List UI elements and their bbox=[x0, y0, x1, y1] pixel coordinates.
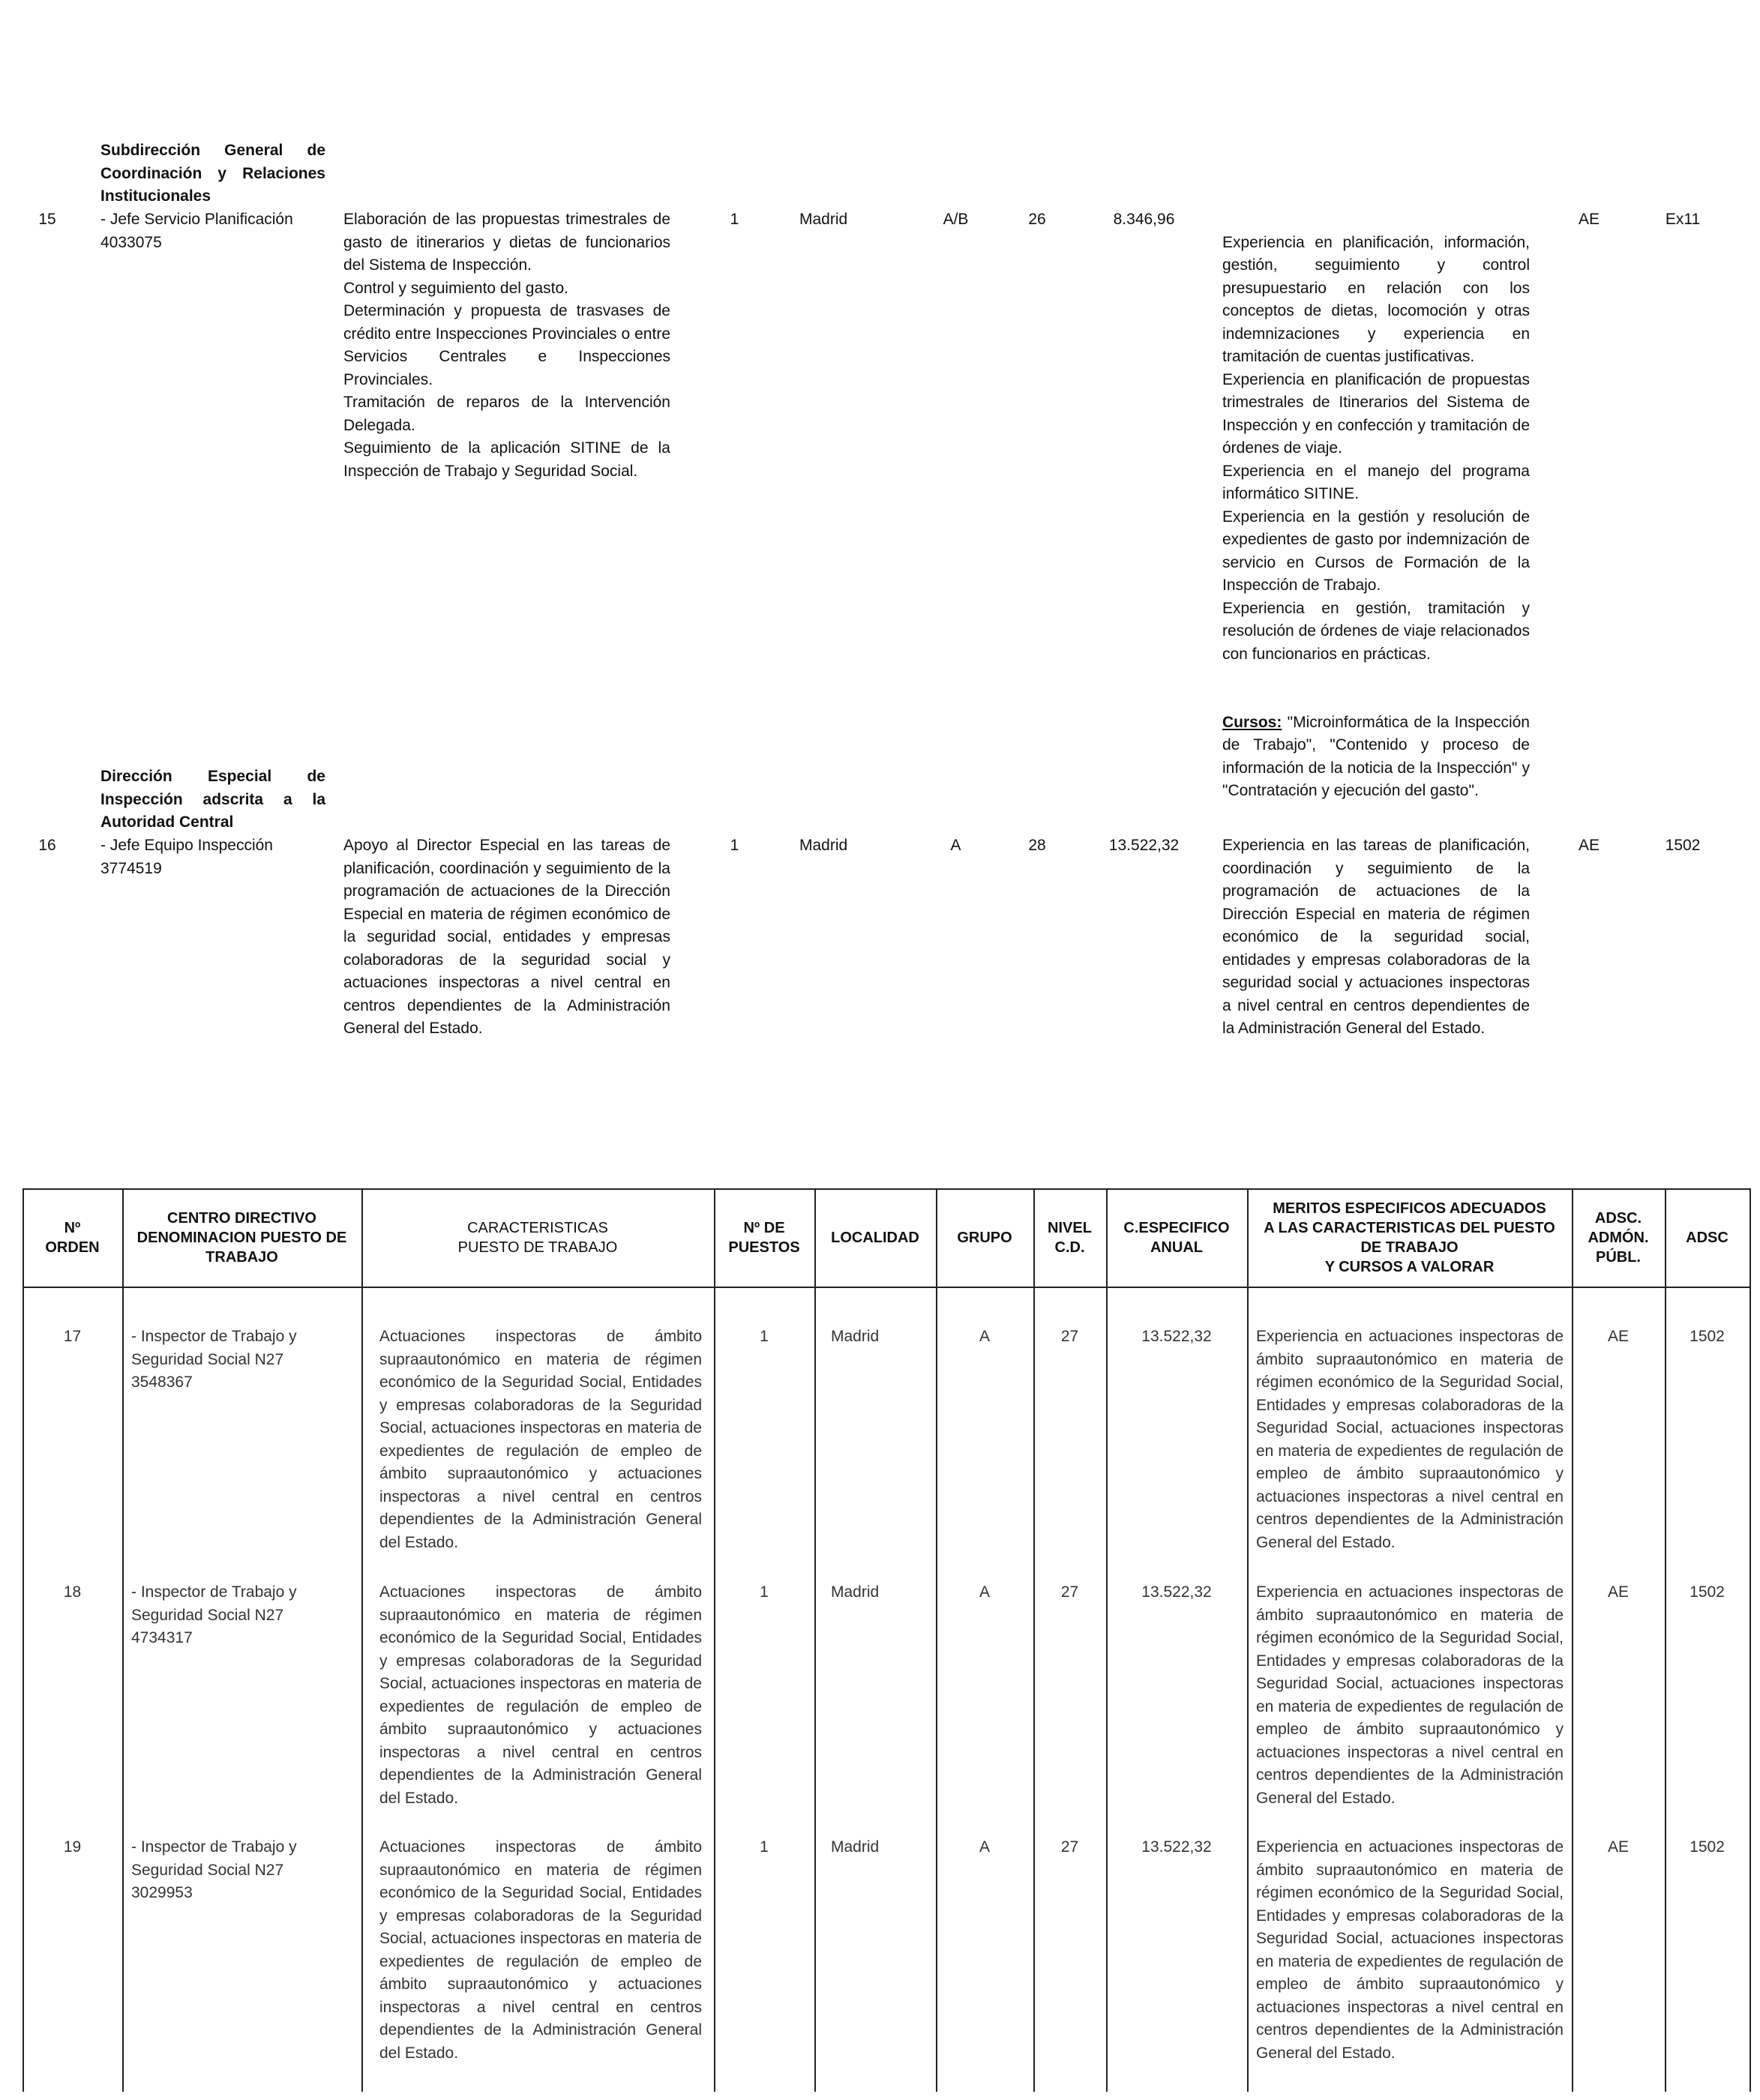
header-localidad: LOCALIDAD bbox=[831, 1229, 919, 1246]
row-adsc: 1502 bbox=[1690, 1328, 1725, 1345]
header-meritos: MERITOS ESPECIFICOS ADECUADOS A LAS CARACTERISTICAS DEL PUESTO DE TRABAJO Y CURSOS A VALORAR bbox=[1264, 1200, 1555, 1275]
row-especifico: 13.522,32 bbox=[1108, 837, 1180, 854]
row-caracteristicas: Actuaciones inspectoras de ámbito supraautonómico en materia de régimen económico de la Seguridad Social, Entidades y empresas colaboradoras de la Seguridad Social, actuaciones inspectoras en materia de expedientes de regulación de empleo de ámbito supraautonómico y actuaciones inspectoras a nivel central en centros dependientes de la Administración General del Estado. bbox=[379, 1328, 702, 1551]
row-orden: 18 bbox=[63, 1583, 82, 1601]
header-centro: CENTRO DIRECTIVO DENOMINACION PUESTO DE TRABAJO bbox=[136, 1209, 347, 1266]
header-especifico: C.ESPECIFICO ANUAL bbox=[1123, 1219, 1230, 1256]
row-orden: 19 bbox=[63, 1838, 82, 1856]
row-puesto: - Inspector de Trabajo y Seguridad Social N27 4734317 bbox=[131, 1583, 297, 1646]
row-grupo: A/B bbox=[943, 211, 969, 228]
cursos-label: Cursos: bbox=[1222, 713, 1282, 731]
row-grupo: A bbox=[979, 1583, 990, 1601]
cursos-text: "Microinformática de la Inspección de Trabajo", "Contenido y proceso de información de la noticia de la Inspección" y "Contratación y ejecución del gasto". bbox=[1222, 713, 1530, 799]
header-nivel: NIVEL C.D. bbox=[1048, 1219, 1092, 1256]
row-puesto: - Inspector de Trabajo y Seguridad Social N27 3548367 bbox=[131, 1328, 297, 1391]
row-puestos: 1 bbox=[760, 1838, 769, 1856]
row-nivel: 26 bbox=[1028, 211, 1046, 228]
row-adsc-admon: AE bbox=[1607, 1328, 1629, 1345]
row-nivel: 27 bbox=[1060, 1838, 1079, 1856]
row-localidad: Madrid bbox=[831, 1583, 880, 1601]
row-orden: 17 bbox=[63, 1328, 82, 1345]
row-meritos: Experiencia en actuaciones inspectoras de ámbito supraautonómico en materia de régimen económico de la Seguridad Social, Entidades y empresas colaboradoras de la Seguridad Social, actuaciones inspectoras en materia de expedientes de regulación de empleo de ámbito supraautonómico y actuaciones inspectoras a nivel central en centros dependientes de la Administración General del Estado. bbox=[1256, 1583, 1564, 1807]
row-nivel: 27 bbox=[1060, 1328, 1079, 1345]
row-localidad: Madrid bbox=[831, 1838, 880, 1856]
row-adsc-admon: AE bbox=[1607, 1583, 1629, 1601]
table-page-2 bbox=[22, 1188, 1751, 2092]
header-orden: Nº ORDEN bbox=[45, 1219, 100, 1256]
row-adsc-admon: AE bbox=[1578, 211, 1600, 228]
row-grupo: A bbox=[979, 1328, 990, 1345]
row-puestos: 1 bbox=[730, 837, 739, 854]
row-localidad: Madrid bbox=[799, 837, 848, 854]
cursos-paragraph bbox=[1222, 711, 1530, 803]
row-puestos: 1 bbox=[760, 1328, 769, 1345]
meritos-text: Experiencia en planificación, información, gestión, seguimiento y control presupuestario en relación con los conceptos de dietas, locomoción y otras indemnizaciones y experiencia en tramitación de cuentas justificativas. Experiencia en planificación de propuestas trimestrales de Itinerarios del Sistema de Inspección y en confección y tramitación de órdenes de viaje. Experiencia en el manejo del programa informático SITINE. Experiencia en la gestión y resolución de expedientes de gasto por indemnización de servicio en Cursos de Formación de la Inspección de Trabajo. Experiencia en gestión, tramitación y resolución de órdenes de viaje relacionados con funcionarios en prácticas. bbox=[1222, 233, 1530, 663]
section-title: Subdirección General de Coordinación y Relaciones Institucionales bbox=[100, 142, 325, 205]
row-meritos bbox=[1222, 208, 1530, 825]
row-caracteristicas: Apoyo al Director Especial en las tareas de planificación, coordinación y seguimiento de la programación de actuaciones de la Dirección Especial en materia de régimen económico de la seguridad social, entidades y empresas colaboradoras de la seguridad social y actuaciones inspectoras a nivel central en centros dependientes de la Administración General del Estado. bbox=[343, 837, 670, 1037]
row-puesto: - Jefe Servicio Planificación 4033075 bbox=[100, 211, 293, 251]
row-adsc: Ex11 bbox=[1665, 211, 1701, 228]
row-especifico: 13.522,32 bbox=[1141, 1328, 1212, 1345]
row-especifico: 13.522,32 bbox=[1141, 1838, 1212, 1856]
header-puestos: Nº DE PUESTOS bbox=[728, 1219, 800, 1256]
row-adsc-admon: AE bbox=[1578, 837, 1600, 854]
header-caracteristicas: CARACTERISTICAS PUESTO DE TRABAJO bbox=[457, 1219, 618, 1256]
row-nivel: 27 bbox=[1060, 1583, 1079, 1601]
header-adsc: ADSC bbox=[1686, 1229, 1729, 1246]
row-puesto: - Inspector de Trabajo y Seguridad Social N27 3029953 bbox=[131, 1838, 297, 1901]
section-title: Dirección Especial de Inspección adscrita a la Autoridad Central bbox=[100, 768, 325, 831]
row-especifico: 13.522,32 bbox=[1141, 1583, 1212, 1601]
header-adsc-admon: ADSC. ADMÓN. PÚBL. bbox=[1588, 1209, 1649, 1266]
row-puesto: - Jefe Equipo Inspección 3774519 bbox=[100, 837, 273, 877]
row-adsc: 1502 bbox=[1690, 1838, 1725, 1856]
row-caracteristicas: Actuaciones inspectoras de ámbito supraautonómico en materia de régimen económico de la Seguridad Social, Entidades y empresas colaboradoras de la Seguridad Social, actuaciones inspectoras en materia de expedientes de regulación de empleo de ámbito supraautonómico y actuaciones inspectoras a nivel central en centros dependientes de la Administración General del Estado. bbox=[379, 1583, 702, 1807]
row-puestos: 1 bbox=[730, 211, 739, 228]
row-meritos: Experiencia en actuaciones inspectoras de ámbito supraautonómico en materia de régimen económico de la Seguridad Social, Entidades y empresas colaboradoras de la Seguridad Social, actuaciones inspectoras en materia de expedientes de regulación de empleo de ámbito supraautonómico y actuaciones inspectoras a nivel central en centros dependientes de la Administración General del Estado. bbox=[1256, 1328, 1564, 1551]
row-meritos: Experiencia en actuaciones inspectoras de ámbito supraautonómico en materia de régimen económico de la Seguridad Social, Entidades y empresas colaboradoras de la Seguridad Social, actuaciones inspectoras en materia de expedientes de regulación de empleo de ámbito supraautonómico y actuaciones inspectoras a nivel central en centros dependientes de la Administración General del Estado. bbox=[1256, 1838, 1564, 2062]
row-grupo: A bbox=[979, 1838, 990, 1856]
row-especifico: 8.346,96 bbox=[1113, 211, 1175, 228]
row-nivel: 28 bbox=[1028, 837, 1046, 854]
row-caracteristicas: Elaboración de las propuestas trimestrales de gasto de itinerarios y dietas de funcionarios del Sistema de Inspección. Control y seguimiento del gasto. Determinación y propuesta de trasvases de crédito entre Inspecciones Provinciales o entre Servicios Centrales e Inspecciones Provinciales. Tramitación de reparos de la Intervención Delegada. Seguimiento de la aplicación SITINE de la Inspección de Trabajo y Seguridad Social. bbox=[343, 211, 670, 480]
row-adsc: 1502 bbox=[1665, 837, 1701, 854]
row-adsc: 1502 bbox=[1690, 1583, 1725, 1601]
row-grupo: A bbox=[950, 837, 961, 854]
header-grupo: GRUPO bbox=[957, 1229, 1012, 1246]
row-orden: 16 bbox=[38, 837, 56, 854]
row-meritos: Experiencia en las tareas de planificación, coordinación y seguimiento de la programación de actuaciones de la Dirección Especial en materia de régimen económico de la seguridad social, entidades y empresas colaboradoras de la seguridad social y actuaciones inspectoras a nivel central en centros dependientes de la Administración General del Estado. bbox=[1222, 837, 1530, 1037]
row-puestos: 1 bbox=[760, 1583, 769, 1601]
row-localidad: Madrid bbox=[831, 1328, 880, 1345]
row-orden: 15 bbox=[38, 211, 56, 228]
row-caracteristicas: Actuaciones inspectoras de ámbito supraautonómico en materia de régimen económico de la Seguridad Social, Entidades y empresas colaboradoras de la Seguridad Social, actuaciones inspectoras en materia de expedientes de regulación de empleo de ámbito supraautonómico y actuaciones inspectoras a nivel central en centros dependientes de la Administración General del Estado. bbox=[379, 1838, 702, 2062]
row-adsc-admon: AE bbox=[1607, 1838, 1629, 1856]
row-localidad: Madrid bbox=[799, 211, 848, 228]
